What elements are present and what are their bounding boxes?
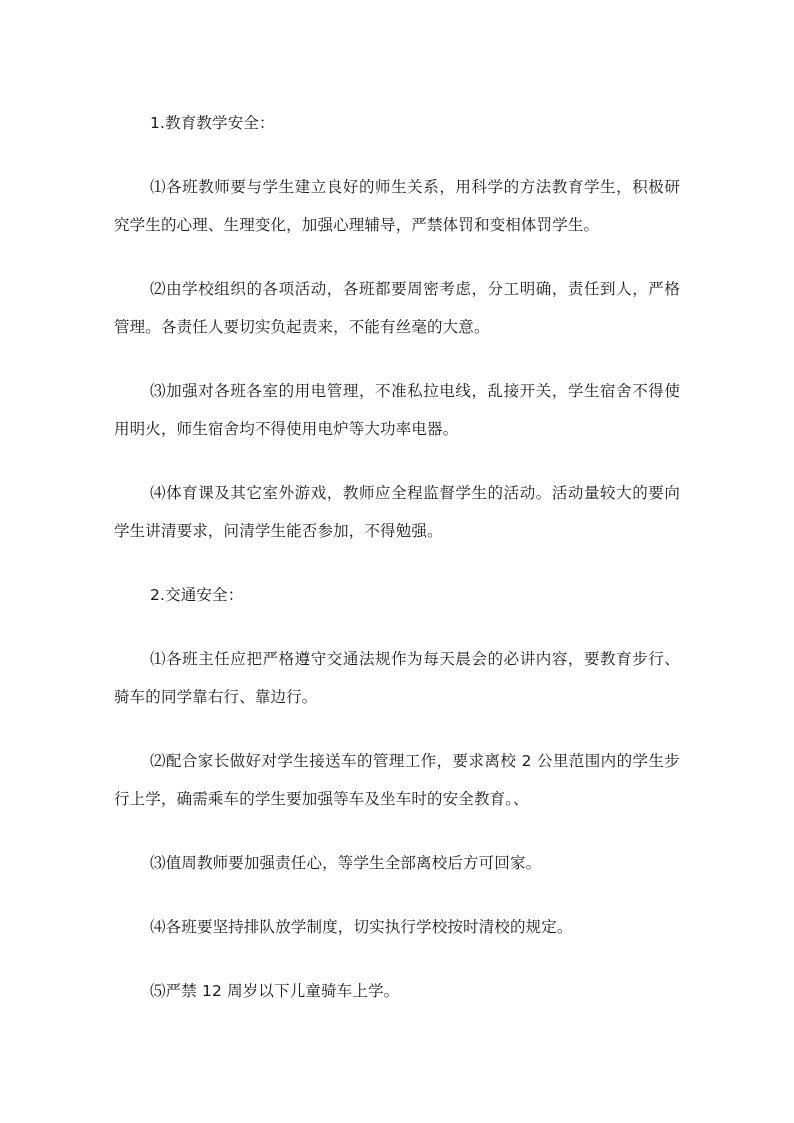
- paragraph-teaching-1: ⑴各班教师要与学生建立良好的师生关系，用科学的方法教育学生，积极研究学生的心理、生理变化，加强心理辅导，严禁体罚和变相体罚学生。: [114, 178, 680, 234]
- section-heading-teaching-safety: 1.教育教学安全：: [150, 114, 275, 132]
- paragraph-teaching-3: ⑶加强对各班各室的用电管理，不准私拉电线，乱接开关，学生宿舍不得使用明火，师生宿舍均不得使用电炉等大功率电器。: [114, 382, 680, 438]
- paragraph-traffic-5: ⑸严禁 12 周岁以下儿童骑车上学。: [150, 982, 400, 1000]
- section-heading-traffic-safety: 2.交通安全：: [150, 586, 244, 604]
- paragraph-teaching-2: ⑵由学校组织的各项活动，各班都要周密考虑，分工明确，责任到人，严格管理。各责任人要切实负起责来，不能有丝毫的大意。: [114, 280, 680, 336]
- paragraph-traffic-1: ⑴各班主任应把严格遵守交通法规作为每天晨会的必讲内容，要教育步行、骑车的同学靠右行、靠边行。: [114, 650, 680, 706]
- paragraph-teaching-4: ⑷体育课及其它室外游戏，教师应全程监督学生的活动。活动量较大的要向学生讲清要求，问清学生能否参加，不得勉强。: [114, 484, 680, 540]
- document-body: [114, 104, 680, 1010]
- paragraph-traffic-2: ⑵配合家长做好对学生接送车的管理工作，要求离校 2 公里范围内的学生步行上学，确需乘车的学生要加强等车及坐车时的安全教育。、: [114, 752, 680, 808]
- paragraph-traffic-4: ⑷各班要坚持排队放学制度，切实执行学校按时清校的规定。: [150, 918, 573, 936]
- paragraph-traffic-3: ⑶值周教师要加强责任心，等学生全部离校后方可回家。: [150, 854, 542, 872]
